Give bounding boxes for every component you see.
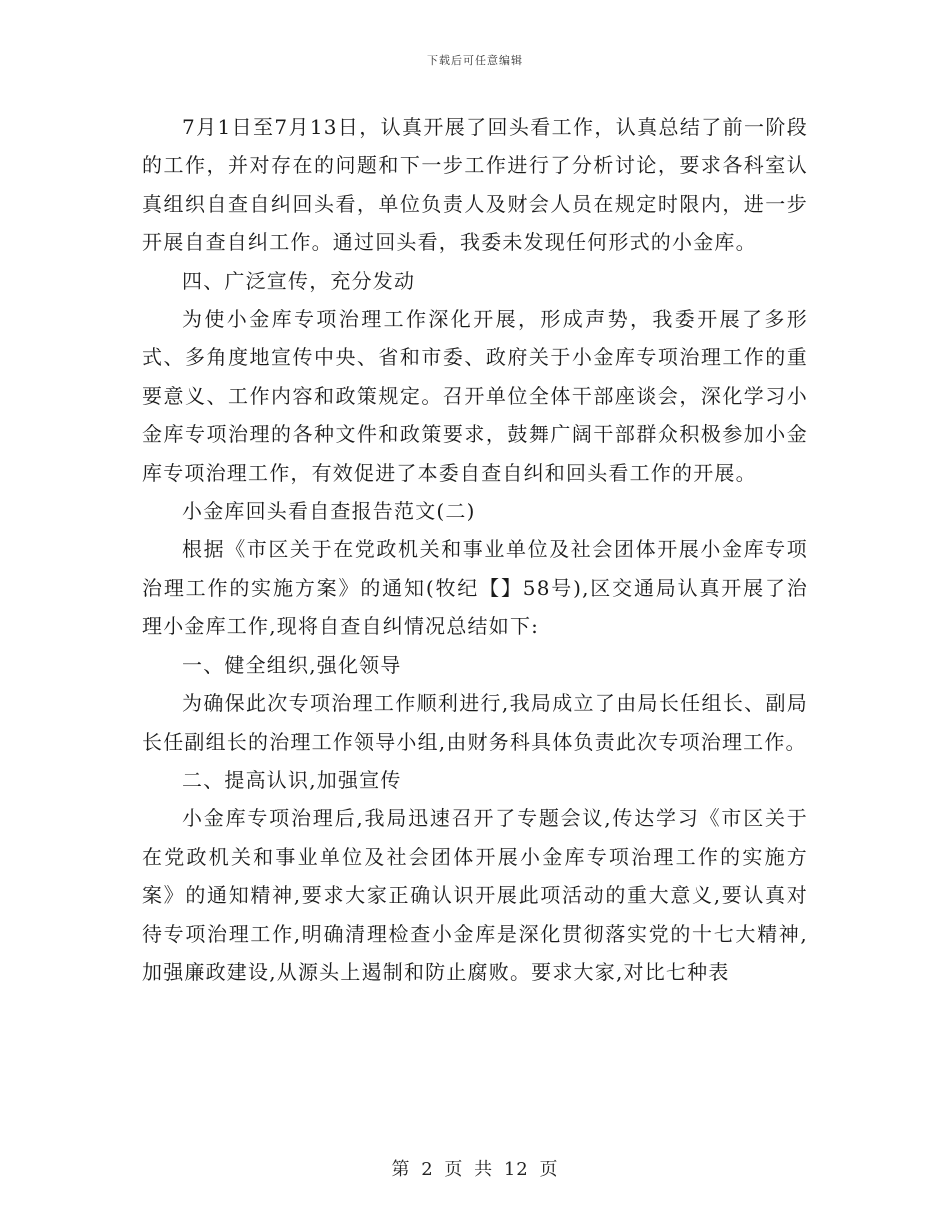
paragraph-notice: 根据《市区关于在党政机关和事业单位及社会团体开展小金库专项治理工作的实施方案》的通知(牧纪【】58号),区交通局认真开展了治理小金库工作,现将自查自纠情况总结如下:	[142, 537, 808, 639]
paragraph-publicity: 为使小金库专项治理工作深化开展，形成声势，我委开展了多形式、多角度地宣传中央、省和市委、政府关于小金库专项治理工作的重要意义、工作内容和政策规定。召开单位全体干部座谈会，深化学习小金库专项治理的各种文件和政策要求，鼓舞广阔干部群众积极参加小金库专项治理工作，有效促进了本委自查自纠和回头看工作的开展。	[142, 307, 808, 485]
report-title-two: 小金库回头看自查报告范文(二)	[182, 499, 476, 524]
paragraph-organization: 为确保此次专项治理工作顺利进行,我局成立了由局长任组长、副局长任副组长的治理工作领导小组,由财务科具体负责此次专项治理工作。	[142, 691, 808, 754]
paragraph-awareness: 小金库专项治理后,我局迅速召开了专题会议,传达学习《市区关于在党政机关和事业单位及社会团体开展小金库专项治理工作的实施方案》的通知精神,要求大家正确认识开展此项活动的重大意义,要认真对待专项治理工作,明确清理检查小金库是深化贯彻落实党的十七大精神,加强廉政建设,从源头上遏制和防止腐败。要求大家,对比七种表	[142, 806, 808, 984]
section-heading-organization: 一、健全组织,强化领导	[182, 652, 402, 677]
page-number: 第 2 页 共 12 页	[391, 1159, 559, 1180]
document-body	[142, 108, 808, 991]
paragraph-review-period: 7月1日至7月13日，认真开展了回头看工作，认真总结了前一阶段的工作，并对存在的问题和下一步工作进行了分析讨论，要求各科室认真组织自查自纠回头看，单位负责人及财会人员在规定时限内，进一步开展自查自纠工作。通过回头看，我委未发现任何形式的小金库。	[142, 115, 808, 255]
page-header: 下载后可任意编辑	[427, 54, 523, 67]
section-heading-publicity: 四、广泛宣传，充分发动	[182, 268, 416, 293]
section-heading-awareness: 二、提高认识,加强宣传	[182, 767, 402, 792]
